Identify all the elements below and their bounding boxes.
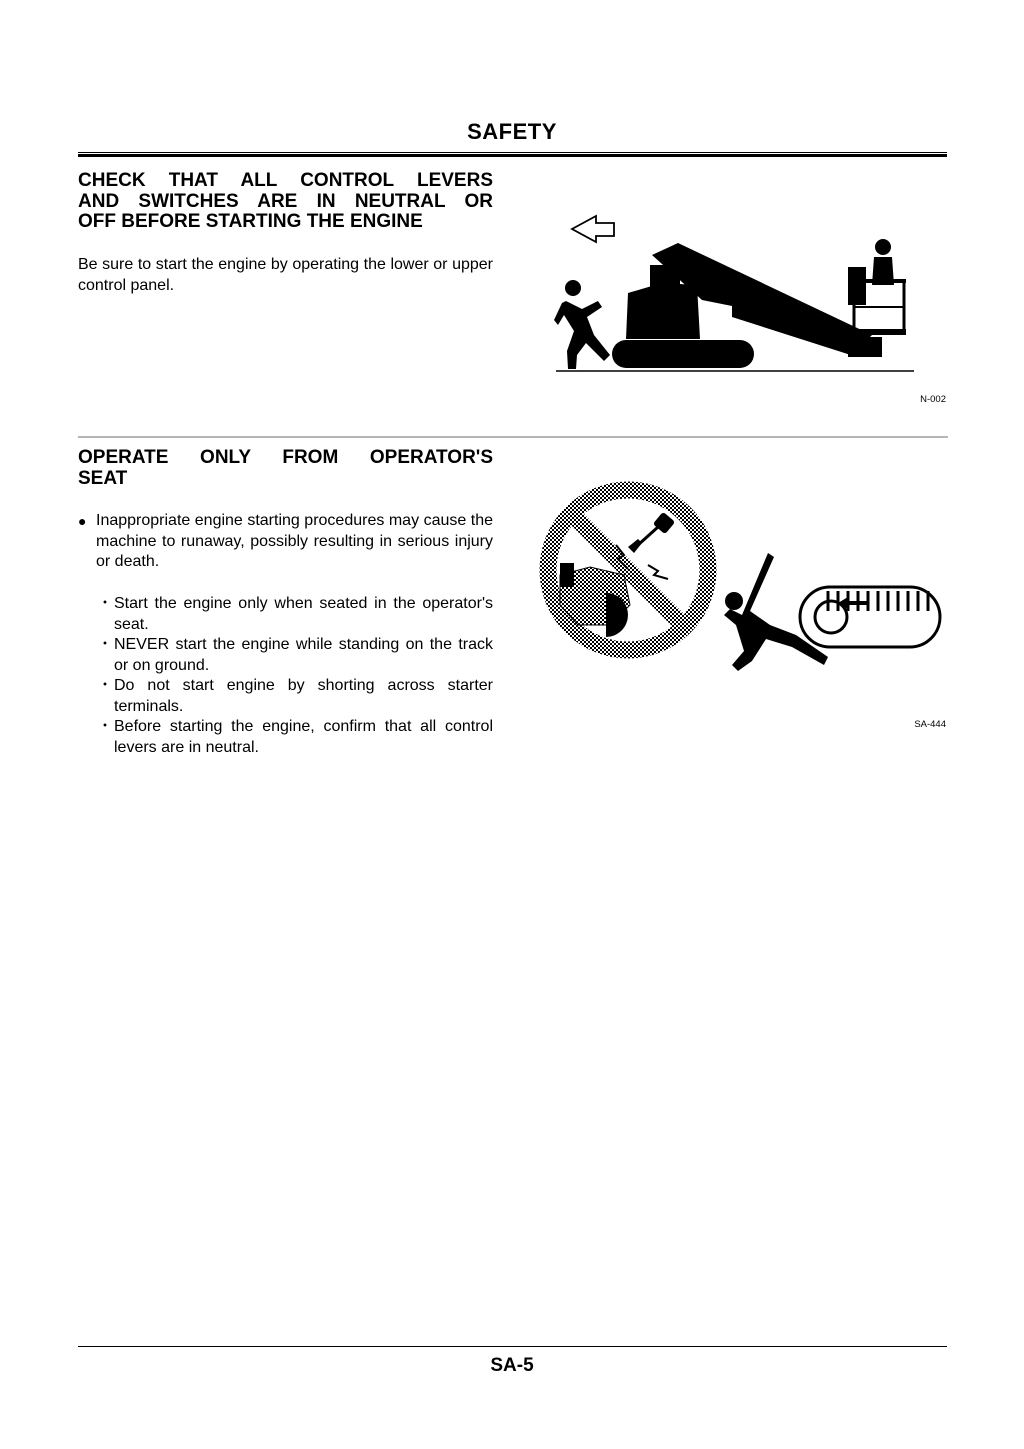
section1-heading-line-3: OFF BEFORE STARTING THE ENGINE: [78, 211, 423, 232]
sub-mark: ・: [96, 677, 113, 694]
sub-item-2: [96, 635, 493, 676]
sub-mark: ・: [96, 595, 113, 612]
sub-mark: ・: [96, 718, 113, 735]
bullet-mark: ●: [78, 513, 87, 529]
no-shorting-starter-prohibition-icon: [538, 475, 948, 685]
page-number: SA-5: [490, 1355, 534, 1376]
sub-item-4: [96, 717, 493, 758]
figure-code-sa-444: SA-444: [914, 719, 946, 730]
section1-heading-line-2: AND SWITCHES ARE IN NEUTRAL OR: [78, 190, 493, 212]
page-title: SAFETY: [467, 119, 557, 144]
sub-item-text: NEVER start the engine while standing on the track or on ground.: [114, 636, 493, 674]
sub-mark: ・: [96, 636, 113, 653]
footer-rule: [78, 1346, 947, 1347]
header-rule: [78, 152, 947, 157]
sub-item-1: [96, 594, 493, 635]
sub-item-text: Do not start engine by shorting across starter terminals.: [114, 677, 493, 715]
section1-heading-line-1: CHECK THAT ALL CONTROL LEVERS: [78, 170, 493, 191]
section1-paragraph: Be sure to start the engine by operating the lower or upper control panel.: [78, 256, 493, 294]
bullet-item: [78, 511, 493, 573]
section2-heading-line-1: OPERATE ONLY FROM OPERATOR'S: [78, 447, 493, 468]
figure-code-n-002: N-002: [920, 394, 946, 405]
section-divider: [78, 436, 948, 438]
sub-item-text: Start the engine only when seated in the operator's seat.: [114, 595, 493, 633]
sub-item-text: Before starting the engine, confirm that all control levers are in neutral.: [114, 718, 493, 756]
sub-item-3: [96, 676, 493, 717]
boom-lift-runaway-warning-icon: [552, 205, 917, 375]
bullet-text: Inappropriate engine starting procedures may cause the machine to runaway, possibly resulting in serious injury or death.: [96, 512, 493, 571]
section2-heading-line-2: SEAT: [78, 467, 128, 489]
